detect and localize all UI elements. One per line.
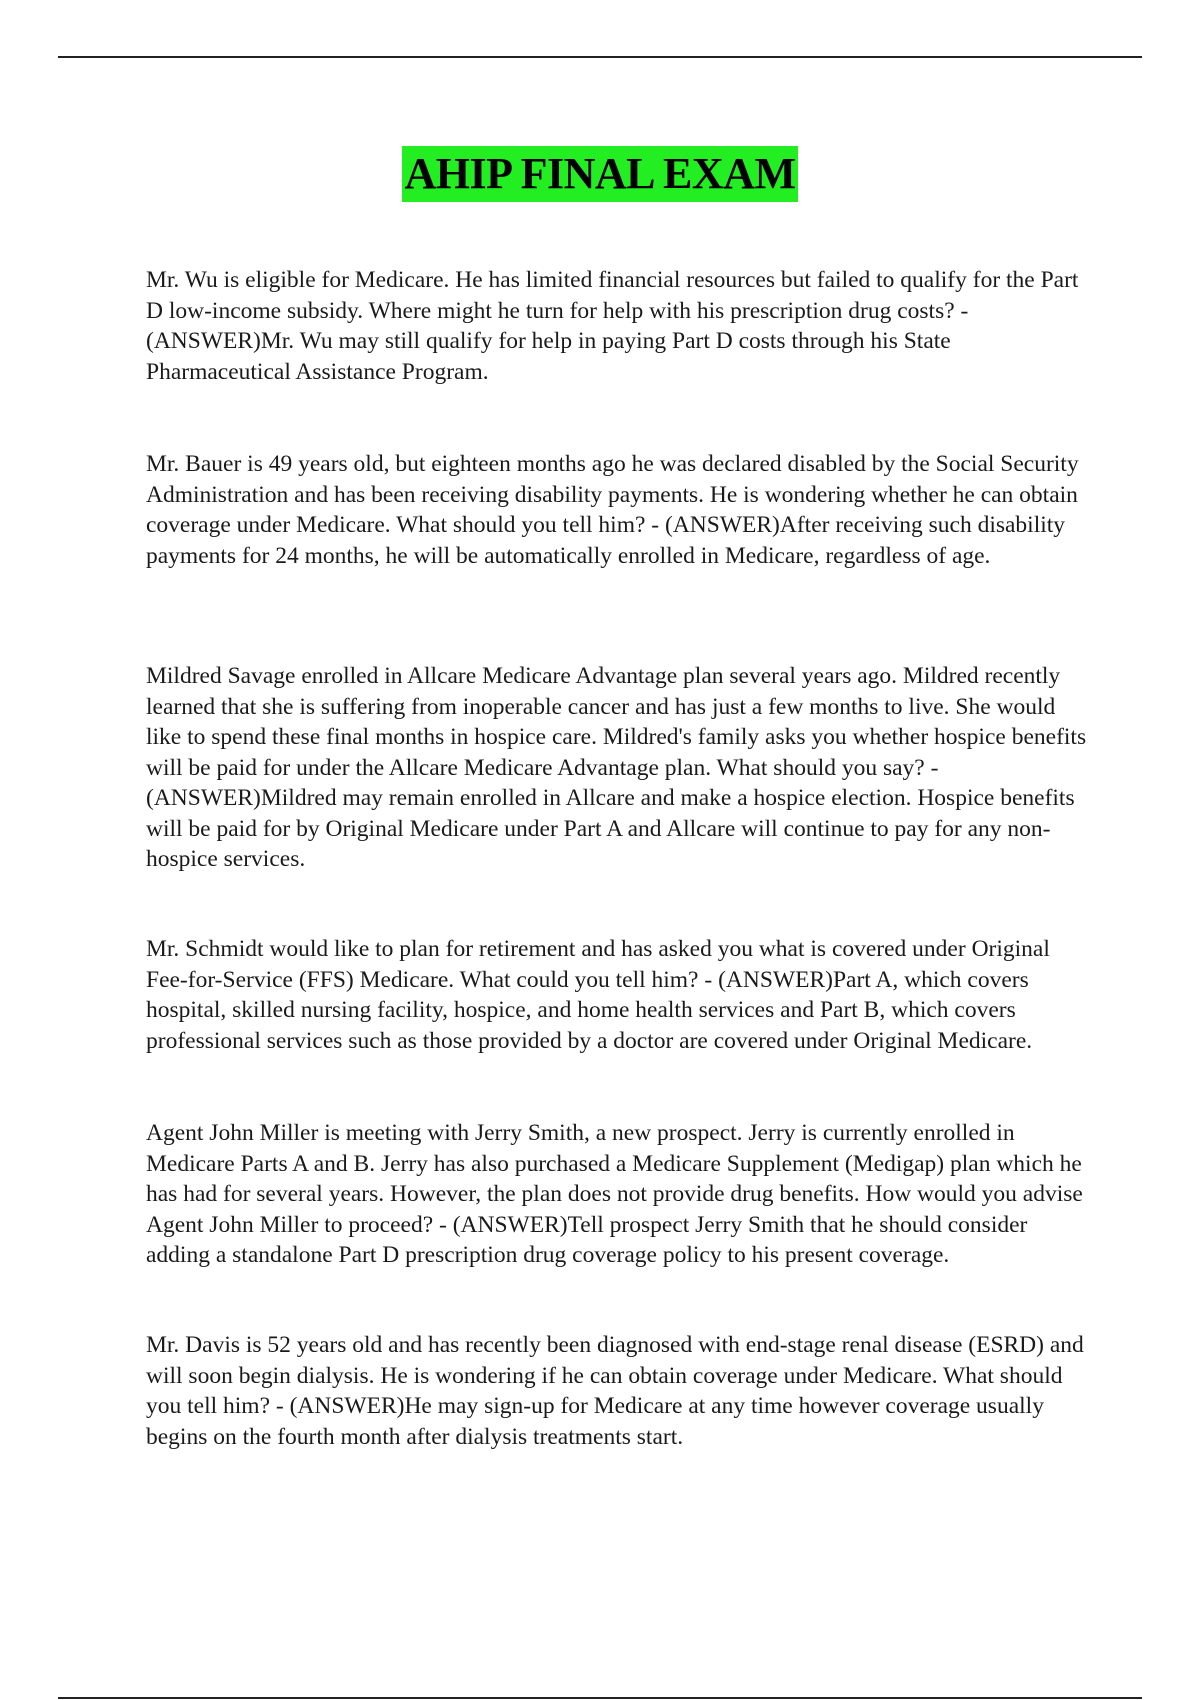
answer-text: (ANSWER)He may sign-up for Medicare at any time however coverage usually begins on the fourth month after dialysis treatments start. bbox=[146, 1393, 1044, 1450]
question-text: Mildred Savage enrolled in Allcare Medicare Advantage plan several years ago. Mildred recently learned that she is suffering from inoperable cancer and has just a few months to live. She would like to spend these final months in hospice care. Mildred's family asks you whether hospice benefits will be paid for under the Allcare Medicare Advantage plan. What should you say? - bbox=[146, 663, 1087, 781]
question-text: Agent John Miller is meeting with Jerry Smith, a new prospect. Jerry is currently enrolled in Medicare Parts A and B. Jerry has also purchased a Medicare Supplement (Medigap) plan which he has had for several years. However, the plan does not provide drug benefits. How would you advise Agent John Miller to proceed? - bbox=[146, 1120, 1083, 1238]
answer-text: (ANSWER)After receiving such disability payments for 24 months, he will be automatically enrolled in Medicare, regardless of age. bbox=[146, 512, 1066, 569]
qa-item-6 bbox=[146, 1330, 1096, 1452]
document-title: AHIP FINAL EXAM bbox=[402, 146, 799, 202]
top-rule bbox=[58, 56, 1142, 58]
title-container bbox=[0, 146, 1200, 202]
question-text: Mr. Davis is 52 years old and has recently been diagnosed with end-stage renal disease (ESRD) and will soon begin dialysis. He is wondering if he can obtain coverage under Medicare. What should you tell him? - bbox=[146, 1332, 1084, 1419]
qa-item-3 bbox=[146, 661, 1096, 875]
qa-item-2 bbox=[146, 449, 1096, 571]
bottom-rule bbox=[58, 1697, 1142, 1699]
answer-text: (ANSWER)Mildred may remain enrolled in Allcare and make a hospice election. Hospice benefits will be paid for by Original Medicare under Part A and Allcare will continue to pay for any non-hospice services. bbox=[146, 785, 1075, 872]
question-text: Mr. Wu is eligible for Medicare. He has limited financial resources but failed to qualify for the Part D low-income subsidy. Where might he turn for help with his prescription drug costs? - bbox=[146, 267, 1079, 324]
answer-text: (ANSWER)Tell prospect Jerry Smith that he should consider adding a standalone Part D prescription drug coverage policy to his present coverage. bbox=[146, 1211, 1028, 1268]
answer-text: (ANSWER)Mr. Wu may still qualify for help in paying Part D costs through his State Pharmaceutical Assistance Program. bbox=[146, 328, 951, 385]
answer-text: (ANSWER)Part A, which covers hospital, skilled nursing facility, hospice, and home health services and Part B, which covers professional services such as those provided by a doctor are covered under Original Medicare. bbox=[146, 966, 1033, 1054]
qa-item-1 bbox=[146, 265, 1096, 387]
qa-item-5 bbox=[146, 1118, 1096, 1271]
qa-item-4 bbox=[146, 934, 1096, 1056]
question-text: Mr. Schmidt would like to plan for retirement and has asked you what is covered under Original Fee-for-Service (FFS) Medicare. What could you tell him? - bbox=[146, 936, 1050, 993]
question-text: Mr. Bauer is 49 years old, but eighteen months ago he was declared disabled by the Social Security Administration and has been receiving disability payments. He is wondering whether he can obtain coverage under Medicare. What should you tell him? - bbox=[146, 451, 1079, 538]
